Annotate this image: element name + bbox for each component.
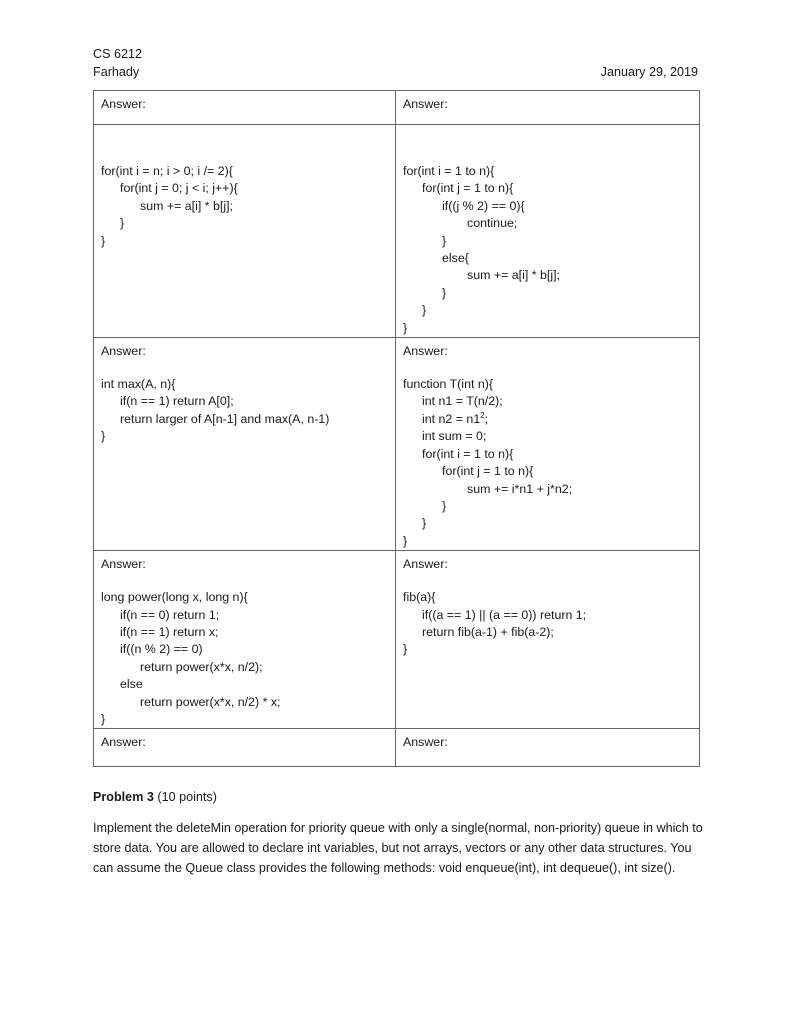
problem-description: Implement the deleteMin operation for priority queue with only a single(normal, non-priority) queue in which to store data. You are allowed to declare int variables, but not arrays, vectors or any other data structures. You can assume the Queue class provides the following methods: void enqueue(int), int dequeue(), int size().	[93, 821, 703, 875]
code-line: }	[120, 216, 125, 231]
answer-cell[interactable]	[94, 91, 396, 125]
answer-label: Answer:	[403, 97, 448, 111]
answer-label: Answer:	[101, 557, 146, 572]
code-line: if(n == 1) return x;	[120, 624, 219, 639]
code-line: for(int i = 1 to n){	[422, 446, 514, 461]
code-line: function T(int n){	[403, 377, 493, 392]
code-line: }	[101, 233, 106, 248]
code-cell-nested-loop	[94, 125, 396, 338]
code-line: }	[442, 233, 447, 248]
code-line: if((n % 2) == 0)	[120, 642, 203, 657]
code-line: if(n == 0) return 1;	[120, 607, 220, 622]
code-line: }	[403, 533, 408, 548]
code-text: int n2 = n1	[422, 411, 481, 426]
code-line: long power(long x, long n){	[101, 590, 248, 605]
code-line: else{	[442, 251, 469, 266]
exponent: 2	[480, 410, 485, 420]
answer-label: Answer:	[403, 735, 448, 750]
code-line: if(n == 1) return A[0];	[120, 394, 234, 409]
code-line: }	[403, 642, 408, 657]
code-cell-power[interactable]	[94, 551, 396, 729]
answer-cell[interactable]	[396, 91, 700, 125]
code-line: for(int j = 1 to n){	[442, 464, 534, 479]
instructor-name: Farhady	[93, 65, 140, 79]
code-line: for(int j = 0; j < i; j++){	[120, 181, 238, 196]
code-line: }	[403, 320, 408, 335]
code-line: sum += a[i] * b[j];	[467, 268, 560, 283]
answer-label: Answer:	[101, 344, 146, 359]
code-line: else	[120, 677, 143, 692]
code-line	[403, 411, 699, 428]
complexity-question-table	[93, 90, 700, 767]
code-line: if((j % 2) == 0){	[442, 198, 525, 213]
code-line: continue;	[467, 216, 518, 231]
answer-cell[interactable]	[396, 729, 700, 767]
code-line: return power(x*x, n/2);	[140, 659, 263, 674]
answer-label: Answer:	[403, 557, 448, 572]
problem-points: (10 points)	[157, 790, 217, 804]
code-line: fib(a){	[403, 590, 436, 605]
code-line: }	[101, 711, 106, 726]
code-line: sum += a[i] * b[j];	[140, 198, 233, 213]
code-line: int sum = 0;	[422, 429, 487, 444]
code-line: int max(A, n){	[101, 377, 176, 392]
code-line: for(int j = 1 to n){	[422, 181, 514, 196]
code-cell-function-t[interactable]	[396, 338, 700, 551]
answer-label: Answer:	[101, 735, 146, 750]
code-line: }	[422, 516, 427, 531]
code-line: return larger of A[n-1] and max(A, n-1)	[120, 411, 330, 426]
code-line: return power(x*x, n/2) * x;	[140, 694, 281, 709]
problem-title: Problem 3	[93, 790, 154, 804]
code-line: }	[442, 498, 447, 513]
answer-label: Answer:	[403, 344, 448, 359]
code-cell-conditional-loop	[396, 125, 700, 338]
answer-label: Answer:	[101, 97, 146, 111]
code-cell-max[interactable]	[94, 338, 396, 551]
problem-heading	[93, 787, 703, 807]
code-line: }	[422, 303, 427, 318]
code-line: }	[442, 285, 447, 300]
course-code: CS 6212	[93, 47, 143, 61]
code-cell-fib[interactable]	[396, 551, 700, 729]
exam-date: January 29, 2019	[600, 65, 698, 79]
code-text: ;	[484, 411, 489, 426]
code-line: if((a == 1) || (a == 0)) return 1;	[422, 607, 587, 622]
code-line: }	[101, 429, 106, 444]
code-line: int n1 = T(n/2);	[422, 394, 503, 409]
code-line: return fib(a-1) + fib(a-2);	[422, 624, 554, 639]
answer-cell[interactable]	[94, 729, 396, 767]
code-line: sum += i*n1 + j*n2;	[467, 481, 573, 496]
code-line: for(int i = n; i > 0; i /= 2){	[101, 164, 233, 178]
code-line: for(int i = 1 to n){	[403, 164, 495, 178]
